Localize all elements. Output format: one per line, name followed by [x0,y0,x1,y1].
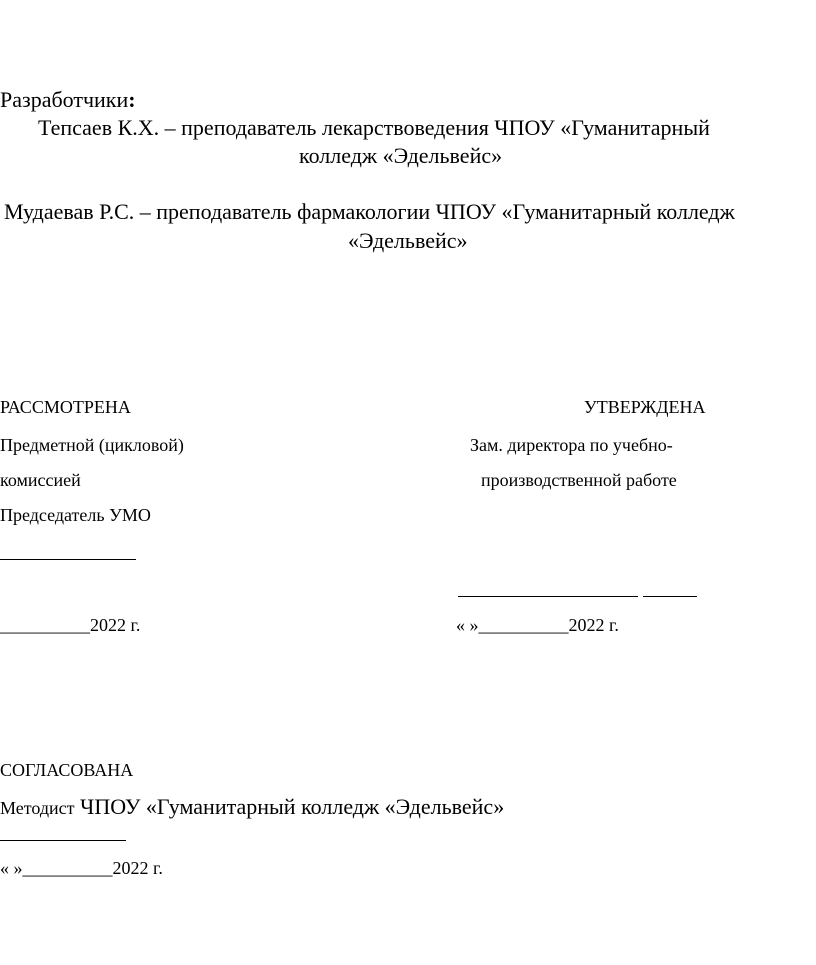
approved-name-line [643,596,697,597]
approved-line-2: производственной работе [481,470,677,490]
developer-1-line-1: Тепсаев К.Х. – преподаватель лекарствоведения ЧПОУ «Гуманитарный [38,115,710,140]
developer-2-line-1: Мудаевав Р.С. – преподаватель фармакологии ЧПОУ «Гуманитарный колледж [4,199,735,224]
developers-heading [0,89,136,111]
developer-1-line-2: колледж «Эдельвейс» [299,143,503,168]
developers-heading-text: Разработчики [0,87,129,112]
approved-title: УТВЕРЖДЕНА [584,397,706,417]
agreed-date: « »__________2022 г. [0,858,163,878]
reviewed-date: __________2022 г. [0,615,141,635]
reviewed-signature-line [0,559,136,560]
reviewed-title: РАССМОТРЕНА [0,397,131,417]
reviewed-line-1: Предметной (цикловой) [0,435,184,455]
approved-signature-line [458,596,638,597]
reviewed-line-2: комиссией [0,470,81,490]
agreed-title: СОГЛАСОВАНА [0,760,134,780]
agreed-line [0,796,504,818]
agreed-prefix: Методист [0,798,75,818]
approved-date: « »__________2022 г. [456,615,619,635]
developer-2-line-2: «Эдельвейс» [348,228,468,253]
approved-line-1: Зам. директора по учебно- [470,435,673,455]
agreed-organization: ЧПОУ «Гуманитарный колледж «Эдельвейс» [74,794,505,819]
reviewed-line-3: Председатель УМО [0,505,151,525]
agreed-signature-line [0,840,126,841]
developers-heading-colon: : [128,87,136,112]
